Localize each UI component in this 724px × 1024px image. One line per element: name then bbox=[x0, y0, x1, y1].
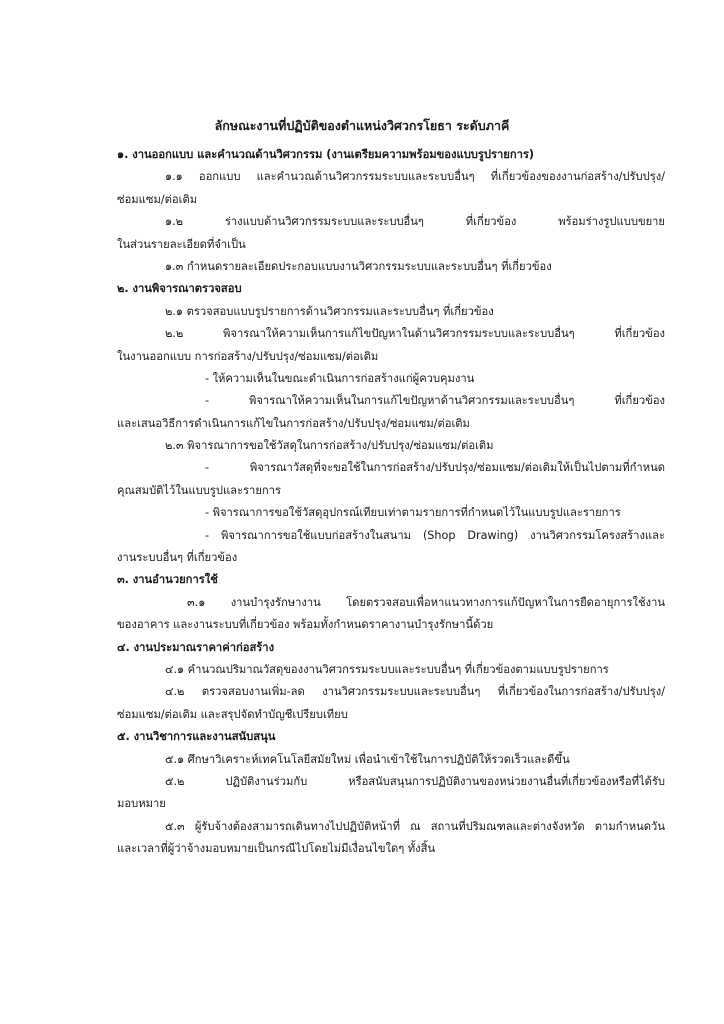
item-4-2: ๔.๒ ตรวจสอบงานเพิ่ม-ลด งานวิศวกรรมระบบและระบบอื่นๆ ที่เกี่ยวข้องในการก่อสร้าง/ปรับปรุง/ bbox=[165, 685, 665, 699]
section-heading-3: ๓. งานอำนวยการใช้ bbox=[117, 573, 218, 587]
section-heading-2: ๒. งานพิจารณาตรวจสอบ bbox=[117, 282, 242, 296]
item-2-2-bullet-2-cont: และเสนอวิธีการดำเนินการแก้ไขในการก่อสร้าง/ปรับปรุง/ซ่อมแซม/ต่อเติม bbox=[117, 416, 470, 430]
item-2-2: ๒.๒ พิจารณาให้ความเห็นการแก้ไขปัญหาในด้านวิศวกรรมระบบและระบบอื่นๆ ที่เกี่ยวข้อง bbox=[165, 327, 665, 341]
item-5-3-cont: และเวลาที่ผู้ว่าจ้างมอบหมายเป็นกรณีไปโดยไม่มีเงื่อนไขใดๆ ทั้งสิ้น bbox=[117, 842, 436, 856]
item-2-2-bullet-2: - พิจารณาให้ความเห็นในการแก้ไขปัญหาด้านวิศวกรรมและระบบอื่นๆ ที่เกี่ยวข้อง bbox=[205, 394, 665, 408]
item-2-1: ๒.๑ ตรวจสอบแบบรูปรายการด้านวิศวกรรมและระบบอื่นๆ ที่เกี่ยวข้อง bbox=[165, 304, 494, 318]
item-2-3-bullet-3-cont: งานระบบอื่นๆ ที่เกี่ยวข้อง bbox=[117, 551, 238, 565]
item-5-1: ๕.๑ ศึกษาวิเคราะห์เทคโนโลยีสมัยใหม่ เพื่อนำเข้าใช้ในการปฏิบัติให้รวดเร็วและดีขึ้น bbox=[165, 752, 570, 766]
item-1-3: ๑.๓ กำหนดรายละเอียดประกอบแบบงานวิศวกรรมระบบและระบบอื่นๆ ที่เกี่ยวข้อง bbox=[165, 259, 552, 273]
item-2-2-bullet-1: - ให้ความเห็นในขณะดำเนินการก่อสร้างแก่ผู้ควบคุมงาน bbox=[205, 371, 475, 385]
item-1-2-cont: ในส่วนรายละเอียดที่จำเป็น bbox=[117, 237, 246, 251]
item-2-3-bullet-1: - พิจารณาวัสดุที่จะขอใช้ในการก่อสร้าง/ปรับปรุง/ซ่อมแซม/ต่อเติมให้เป็นไปตามที่กำหนด bbox=[205, 461, 665, 475]
item-3-1-cont: ของอาคาร และงานระบบที่เกี่ยวข้อง พร้อมทั้งกำหนดราคางานบำรุงรักษานี้ด้วย bbox=[117, 618, 494, 632]
item-4-2-cont: ซ่อมแซม/ต่อเติม และสรุปจัดทำบัญชีเปรียบเทียบ bbox=[117, 707, 348, 721]
item-1-1: ๑.๑ ออกแบบ และคำนวณด้านวิศวกรรมระบบและระบบอื่นๆ ที่เกี่ยวข้องของงานก่อสร้าง/ปรับปรุง/ bbox=[165, 170, 665, 184]
section-heading-5: ๕. งานวิชาการและงานสนับสนุน bbox=[117, 730, 276, 744]
item-5-2: ๕.๒ ปฏิบัติงานร่วมกับ หรือสนับสนุนการปฏิบัติงานของหน่วยงานอื่นที่เกี่ยวข้องหรือที่ได้รับ bbox=[165, 774, 665, 788]
item-5-2-cont: มอบหมาย bbox=[117, 797, 166, 811]
item-3-1: ๓.๑ งานบำรุงรักษางาน โดยตรวจสอบเพื่อหาแนวทางการแก้ปัญหาในการยืดอายุการใช้งาน bbox=[187, 595, 665, 609]
item-1-2: ๑.๒ ร่างแบบด้านวิศวกรรมระบบและระบบอื่นๆ ที่เกี่ยวข้อง พร้อมร่างรูปแบบขยาย bbox=[165, 215, 665, 229]
item-2-3-bullet-2: - พิจารณาการขอใช้วัสดุอุปกรณ์เทียบเท่าตามรายการที่กำหนดไว้ในแบบรูปและรายการ bbox=[205, 506, 621, 520]
item-2-3-bullet-3: - พิจารณาการขอใช้แบบก่อสร้างในสนาม (Shop Drawing) งานวิศวกรรมโครงสร้างและ bbox=[205, 528, 665, 542]
document-title: ลักษณะงานที่ปฏิบัติของตำแหน่งวิศวกรโยธา ระดับภาคี bbox=[214, 118, 510, 133]
item-5-3: ๕.๓ ผู้รับจ้างต้องสามารถเดินทางไปปฏิบัติหน้าที่ ณ สถานที่ปริมณฑลและต่างจังหวัด ตามกำหนดวัน bbox=[165, 819, 665, 833]
document-body bbox=[117, 144, 665, 861]
item-1-1-cont: ซ่อมแซม/ต่อเติม bbox=[117, 192, 198, 206]
item-2-3: ๒.๓ พิจารณาการขอใช้วัสดุในการก่อสร้าง/ปรับปรุง/ซ่อมแซม/ต่อเติม bbox=[165, 439, 494, 453]
item-2-2-cont: ในงานออกแบบ การก่อสร้าง/ปรับปรุง/ซ่อมแซม/ต่อเติม bbox=[117, 349, 379, 363]
item-2-3-bullet-1-cont: คุณสมบัติไว้ในแบบรูปและรายการ bbox=[117, 483, 281, 497]
section-heading-4: ๔. งานประมาณราคาค่าก่อสร้าง bbox=[117, 640, 275, 654]
section-heading-1: ๑. งานออกแบบ และคำนวณด้านวิศวกรรม (งานเตรียมความพร้อมของแบบรูปรายการ) bbox=[117, 148, 535, 161]
item-4-1: ๔.๑ คำนวณปริมาณวัสดุของงานวิศวกรรมระบบและระบบอื่นๆ ที่เกี่ยวข้องตามแบบรูปรายการ bbox=[165, 662, 609, 676]
